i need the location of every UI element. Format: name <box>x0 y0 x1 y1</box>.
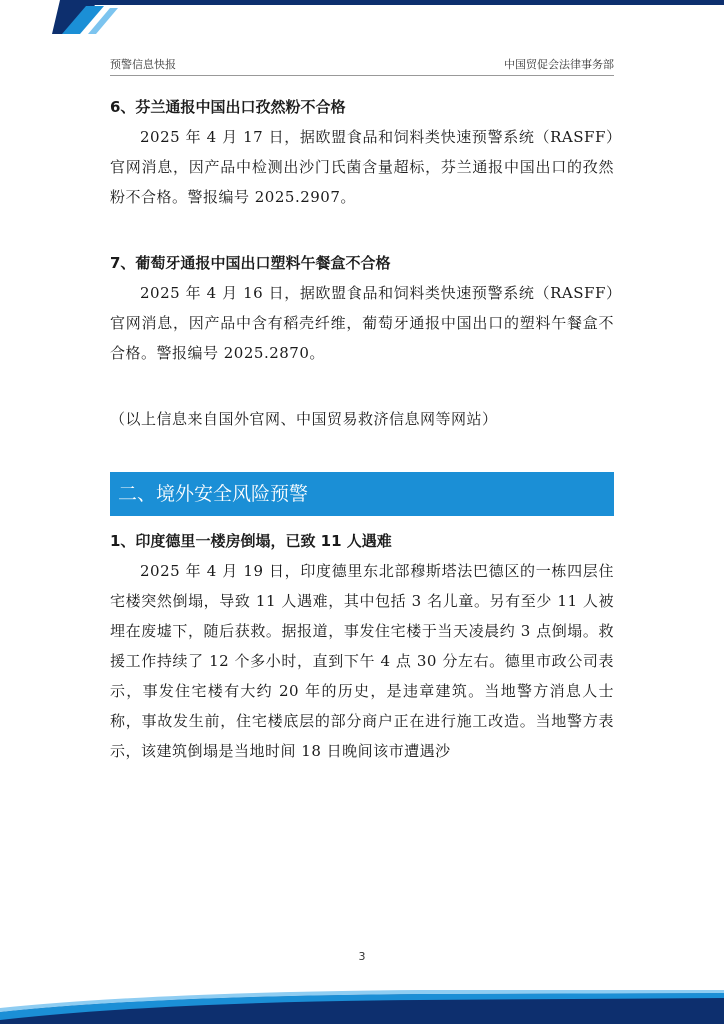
top-banner-decoration <box>0 0 724 34</box>
header-right-title: 中国贸促会法律事务部 <box>504 58 614 71</box>
bottom-banner-decoration <box>0 990 724 1024</box>
item-6-title: 6、芬兰通报中国出口孜然粉不合格 <box>110 98 346 116</box>
section-2-item-1-title: 1、印度德里一楼房倒塌，已致 11 人遇难 <box>110 532 392 550</box>
section-2-heading-bar: 二、境外安全风险预警 <box>110 472 614 516</box>
main-content <box>110 92 614 766</box>
page-number: 3 <box>358 950 366 963</box>
header-left-title: 预警信息快报 <box>110 58 176 71</box>
item-7-title: 7、葡萄牙通报中国出口塑料午餐盒不合格 <box>110 254 391 272</box>
page-header <box>110 50 614 76</box>
item-6-body: 2025 年 4 月 17 日，据欧盟食品和饲料类快速预警系统（RASFF）官网消息，因产品中检测出沙门氏菌含量超标，芬兰通报中国出口的孜然粉不合格。警报编号 2025.2907。 <box>110 128 614 206</box>
source-note: （以上信息来自国外官网、中国贸易救济信息网等网站） <box>110 410 498 428</box>
item-7-body: 2025 年 4 月 16 日，据欧盟食品和饲料类快速预警系统（RASFF）官网消息，因产品中含有稻壳纤维，葡萄牙通报中国出口的塑料午餐盒不合格。警报编号 2025.2870。 <box>110 284 614 362</box>
section-2-item-1-body: 2025 年 4 月 19 日，印度德里东北部穆斯塔法巴德区的一栋四层住宅楼突然倒塌，导致 11 人遇难，其中包括 3 名儿童。另有至少 11 人被埋在废墟下，随后获救。据报道，事发住宅楼于当天凌晨约 3 点倒塌。救援工作持续了 12 个多小时，直到下午 4 点 30 分左右。德里市政公司表示，事发住宅楼有大约 20 年的历史，是违章建筑。当地警方消息人士称，事故发生前，住宅楼底层的部分商户正在进行施工改造。当地警方表示，该建筑倒塌是当地时间 18 日晚间该市遭遇沙 <box>110 562 614 760</box>
